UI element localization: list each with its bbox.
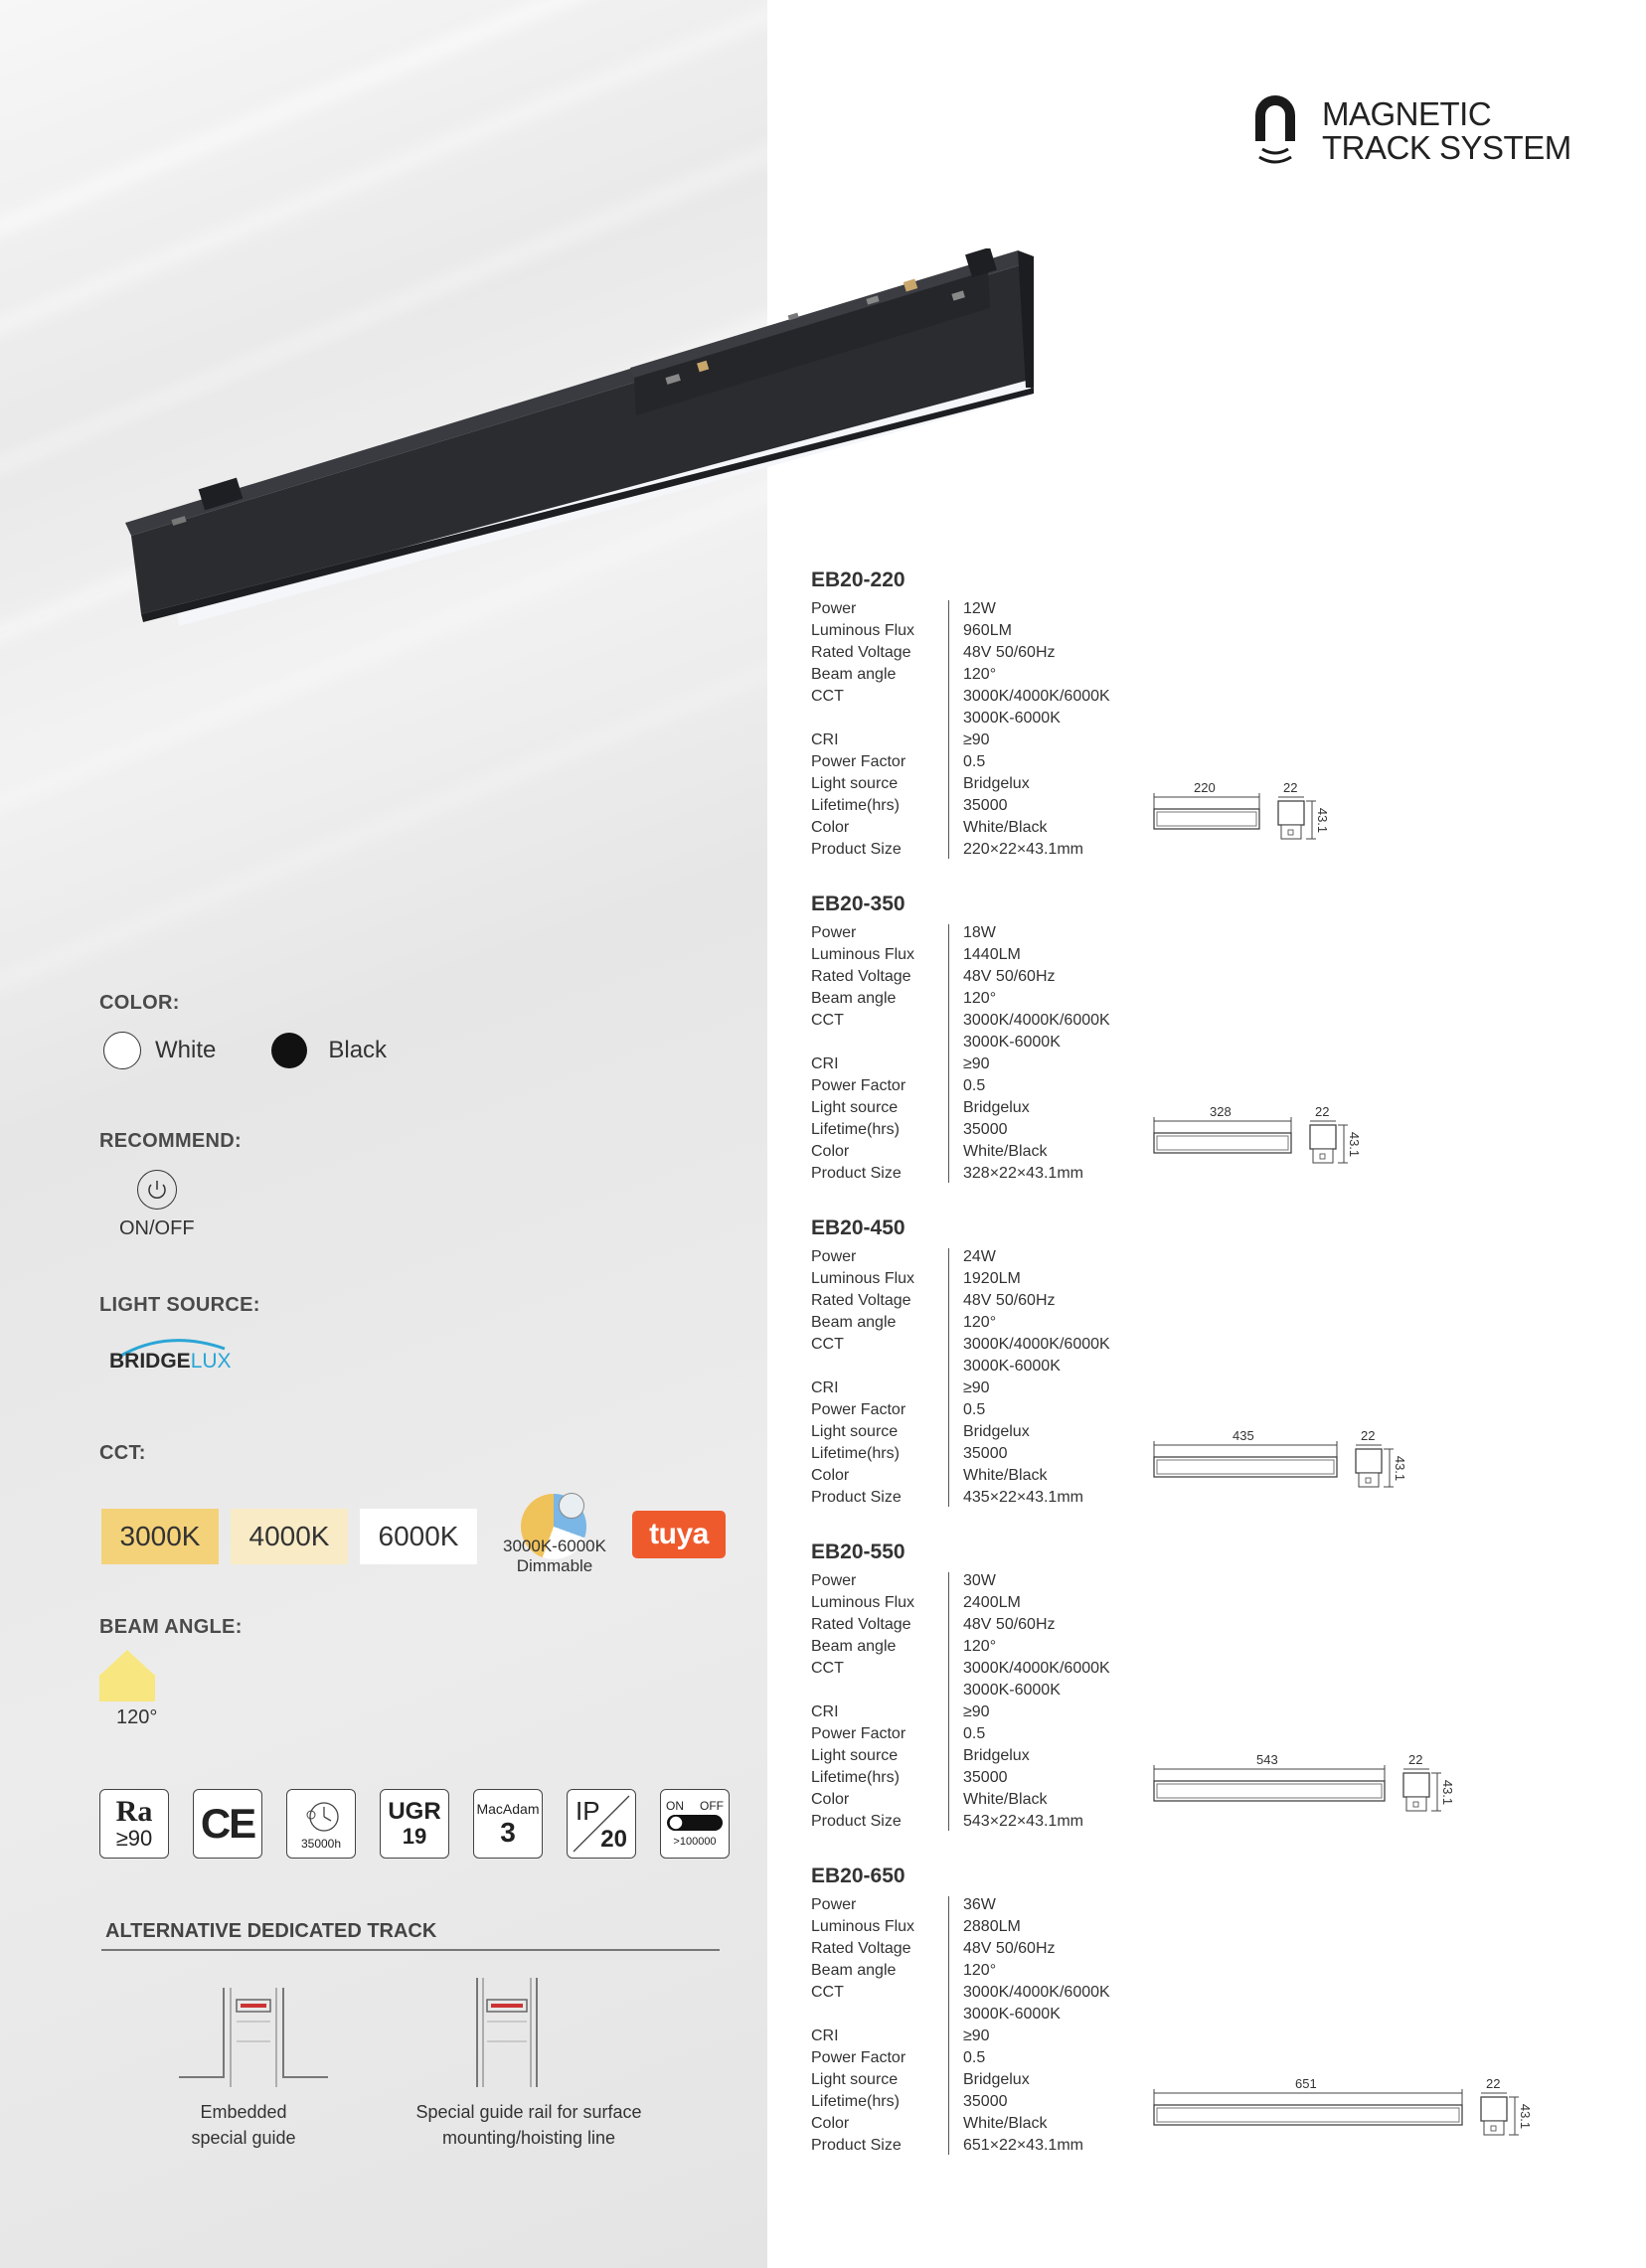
spec-label: Lifetime(hrs) (811, 1121, 900, 1138)
ra-badge (99, 1789, 169, 1859)
spec-value: White/Black (963, 1791, 1048, 1808)
height-dimension-label: 43.1 (1518, 2103, 1534, 2130)
spec-label: Luminous Flux (811, 622, 915, 639)
spec-row (811, 1268, 1507, 1290)
spec-label: CCT (811, 1336, 844, 1353)
light-source-title: LIGHT SOURCE: (99, 1294, 260, 1316)
white-swatch[interactable] (103, 1032, 141, 1069)
spec-value: 120° (963, 666, 997, 683)
spec-row (811, 1894, 1507, 1916)
power-icon (137, 1170, 177, 1210)
ip-badge-bottom: 20 (600, 1826, 627, 1853)
surface-rail-line-2: mounting/hoisting line (441, 2128, 616, 2148)
surface-rail-line-1: Special guide rail for surface (415, 2102, 642, 2122)
spec-value: 220×22×43.1mm (963, 841, 1083, 858)
spec-row (811, 922, 1507, 944)
spec-value: 3000K-6000K (963, 1034, 1061, 1051)
spec-label: Luminous Flux (811, 946, 915, 963)
bridgelux-logo (109, 1350, 232, 1374)
spec-label: CRI (811, 731, 839, 748)
spec-row (811, 1982, 1507, 2004)
brand-text (1322, 97, 1571, 165)
dimension-lines (1153, 1755, 1513, 1835)
cct-title: CCT: (99, 1442, 146, 1464)
spec-label: Power (811, 924, 857, 941)
length-dimension-label: 220 (1194, 780, 1216, 795)
spec-value: 3000K-6000K (963, 2006, 1061, 2023)
spec-value: Bridgelux (963, 1099, 1030, 1116)
spec-label (811, 708, 948, 729)
spec-value: 35000 (963, 1769, 1008, 1786)
spec-row (811, 664, 1507, 686)
model-number: EB20-450 (811, 1216, 905, 1239)
spec-label: Lifetime(hrs) (811, 2093, 900, 2110)
spec-label: Luminous Flux (811, 1918, 915, 1935)
ce-badge (193, 1789, 262, 1859)
width-dimension-label: 22 (1315, 1104, 1330, 1119)
recommend-label: ON/OFF (119, 1217, 195, 1239)
spec-label: Beam angle (811, 990, 897, 1007)
spec-row (811, 729, 1507, 751)
beam-angle-title: BEAM ANGLE: (99, 1616, 243, 1638)
spec-row (811, 2025, 1507, 2047)
spec-row (811, 966, 1507, 988)
spec-row (811, 2047, 1507, 2069)
spec-row (811, 1312, 1507, 1334)
spec-label: CRI (811, 1703, 839, 1720)
dimmable-range: 3000K-6000K (503, 1537, 606, 1555)
spec-label: Rated Voltage (811, 968, 911, 985)
spec-value: 3000K/4000K/6000K (963, 688, 1110, 705)
ce-badge-text: CE (200, 1800, 255, 1847)
spec-row (811, 1723, 1507, 1745)
spec-row (811, 1614, 1507, 1636)
bridgelux-logo-accent: LUX (190, 1350, 232, 1373)
height-dimension-label: 43.1 (1315, 807, 1331, 834)
length-dimension-label: 651 (1295, 2076, 1317, 2091)
spec-value: 435×22×43.1mm (963, 1489, 1083, 1506)
ugr-badge-bottom: 19 (402, 1824, 427, 1849)
alt-track-divider (101, 1949, 720, 1951)
spec-value: 3000K-6000K (963, 1358, 1061, 1375)
dimmable-text: Dimmable (516, 1556, 593, 1575)
spec-row (811, 944, 1507, 966)
embedded-rail-label (149, 2099, 338, 2151)
beam-angle-label: 120° (116, 1706, 158, 1728)
beam-angle-icon (99, 1650, 155, 1701)
cct-6000k-box: 6000K (360, 1509, 477, 1564)
embedded-rail-icon (179, 1978, 328, 2097)
spec-label: Power (811, 1896, 857, 1913)
surface-rail-label (390, 2099, 668, 2151)
spec-value: 960LM (963, 622, 1012, 639)
spec-label: Color (811, 2115, 850, 2132)
spec-row (811, 1938, 1507, 1960)
spec-value: Bridgelux (963, 775, 1030, 792)
spec-label: Luminous Flux (811, 1594, 915, 1611)
spec-row (811, 1290, 1507, 1312)
spec-row (811, 708, 1507, 729)
spec-label: Product Size (811, 1489, 902, 1506)
spec-row (811, 751, 1507, 773)
white-label: White (155, 1037, 217, 1063)
spec-label (811, 1680, 948, 1701)
spec-value: Bridgelux (963, 1747, 1030, 1764)
brand-line-1: MAGNETIC (1322, 95, 1492, 132)
spec-label: Rated Voltage (811, 644, 911, 661)
spec-value: 35000 (963, 2093, 1008, 2110)
width-dimension-label: 22 (1361, 1428, 1376, 1443)
spec-value: 0.5 (963, 1725, 986, 1742)
dimension-lines (1153, 1431, 1465, 1511)
height-dimension-label: 43.1 (1440, 1779, 1456, 1806)
spec-label: Product Size (811, 2137, 902, 2154)
spec-value: 2400LM (963, 1594, 1021, 1611)
switch-off-label: OFF (700, 1799, 724, 1813)
spec-label: Light source (811, 1747, 899, 1764)
spec-label: Lifetime(hrs) (811, 1445, 900, 1462)
spec-row (811, 1680, 1507, 1701)
spec-label: Light source (811, 775, 899, 792)
spec-row (811, 1356, 1507, 1377)
spec-value: 0.5 (963, 2049, 986, 2066)
spec-value: 48V 50/60Hz (963, 968, 1056, 985)
spec-label: Power (811, 600, 857, 617)
spec-value: 35000 (963, 1445, 1008, 1462)
lifetime-badge-text: 35000h (300, 1837, 342, 1851)
width-dimension-label: 22 (1283, 780, 1298, 795)
black-label: Black (328, 1037, 388, 1063)
height-dimension-label: 43.1 (1347, 1131, 1363, 1158)
spec-value: 48V 50/60Hz (963, 1616, 1056, 1633)
spec-row (811, 1075, 1507, 1097)
switch-on-label: ON (666, 1799, 684, 1813)
width-dimension-label: 22 (1486, 2076, 1501, 2091)
spec-value: 1920LM (963, 1270, 1021, 1287)
spec-label: Lifetime(hrs) (811, 1769, 900, 1786)
spec-value: 651×22×43.1mm (963, 2137, 1083, 2154)
spec-value: 3000K-6000K (963, 710, 1061, 727)
spec-value: 120° (963, 1638, 997, 1655)
spec-label: Rated Voltage (811, 1940, 911, 1957)
spec-value: 3000K/4000K/6000K (963, 1660, 1110, 1677)
spec-label: Light source (811, 1099, 899, 1116)
spec-label: Power (811, 1248, 857, 1265)
spec-value: 30W (963, 1572, 996, 1589)
spec-label: CCT (811, 1984, 844, 2001)
spec-value: 24W (963, 1248, 996, 1265)
spec-value: White/Black (963, 1467, 1048, 1484)
switch-badge-labels (666, 1800, 724, 1812)
dimension-drawing (1153, 780, 1388, 863)
dimmable-knob-icon (559, 1493, 584, 1519)
recommend-title: RECOMMEND: (99, 1130, 242, 1152)
spec-label: Beam angle (811, 666, 897, 683)
spec-label (811, 1032, 948, 1053)
spec-value: 36W (963, 1896, 996, 1913)
spec-value: 3000K/4000K/6000K (963, 1012, 1110, 1029)
cct-4000k-box: 4000K (231, 1509, 348, 1564)
spec-label: CRI (811, 1379, 839, 1396)
spec-row (811, 988, 1507, 1010)
spec-value: 12W (963, 600, 996, 617)
spec-row (811, 1334, 1507, 1356)
spec-label: Product Size (811, 841, 902, 858)
spec-row (811, 1032, 1507, 1053)
spec-value: ≥90 (963, 1703, 990, 1720)
spec-value: ≥90 (963, 731, 990, 748)
spec-label (811, 1356, 948, 1377)
spec-value: Bridgelux (963, 1423, 1030, 1440)
embedded-rail-line-2: special guide (191, 2128, 296, 2148)
spec-row (811, 620, 1507, 642)
spec-value: 48V 50/60Hz (963, 644, 1056, 661)
spec-value: 18W (963, 924, 996, 941)
spec-value: Bridgelux (963, 2071, 1030, 2088)
clock-icon (298, 1797, 344, 1837)
spec-row (811, 2004, 1507, 2025)
ugr-badge (380, 1789, 449, 1859)
length-dimension-label: 543 (1256, 1752, 1278, 1767)
spec-label: Rated Voltage (811, 1292, 911, 1309)
cct-3000k-box: 3000K (101, 1509, 219, 1564)
spec-value: White/Black (963, 1143, 1048, 1160)
spec-label: Beam angle (811, 1638, 897, 1655)
bridgelux-logo-main: BRIDGE (109, 1350, 191, 1373)
spec-row (811, 1592, 1507, 1614)
spec-label: Power Factor (811, 2049, 906, 2066)
dimension-lines (1153, 1107, 1419, 1187)
spec-value: White/Black (963, 819, 1048, 836)
spec-label: Power Factor (811, 1077, 906, 1094)
spec-row (811, 1570, 1507, 1592)
model-number: EB20-220 (811, 568, 905, 591)
spec-value: 120° (963, 990, 997, 1007)
dimension-lines (1153, 783, 1388, 863)
spec-value: 3000K/4000K/6000K (963, 1336, 1110, 1353)
spec-label: Color (811, 1467, 850, 1484)
dimension-drawing (1153, 1104, 1419, 1187)
spec-label: Lifetime(hrs) (811, 797, 900, 814)
embedded-rail-line-1: Embedded (200, 2102, 287, 2122)
spec-row (811, 1658, 1507, 1680)
lifetime-badge (286, 1789, 356, 1859)
spec-value: 35000 (963, 1121, 1008, 1138)
model-number: EB20-350 (811, 892, 905, 915)
spec-label: Product Size (811, 1165, 902, 1182)
spec-value: 0.5 (963, 1077, 986, 1094)
dimension-drawing (1153, 1428, 1465, 1511)
spec-label: Color (811, 1791, 850, 1808)
spec-label: CCT (811, 1660, 844, 1677)
spec-value: ≥90 (963, 1055, 990, 1072)
color-title: COLOR: (99, 992, 180, 1014)
spec-value: 120° (963, 1314, 997, 1331)
spec-label: CRI (811, 2027, 839, 2044)
toggle-switch-icon (665, 1812, 725, 1836)
spec-label: Light source (811, 1423, 899, 1440)
spec-row (811, 1399, 1507, 1421)
spec-value: 3000K/4000K/6000K (963, 1984, 1110, 2001)
spec-row (811, 686, 1507, 708)
spec-label: Light source (811, 2071, 899, 2088)
spec-value: ≥90 (963, 2027, 990, 2044)
spec-label: Color (811, 819, 850, 836)
switch-badge-bottom: >100000 (673, 1836, 717, 1848)
spec-label: Beam angle (811, 1962, 897, 1979)
alt-track-title: ALTERNATIVE DEDICATED TRACK (105, 1920, 437, 1942)
spec-row (811, 1636, 1507, 1658)
dimmable-label (503, 1537, 606, 1576)
spec-label: Product Size (811, 1813, 902, 1830)
spec-value: ≥90 (963, 1379, 990, 1396)
dimension-drawing (1153, 2076, 1590, 2159)
spec-row (811, 1377, 1507, 1399)
spec-value: 0.5 (963, 753, 986, 770)
spec-value: 0.5 (963, 1401, 986, 1418)
model-number: EB20-650 (811, 1864, 905, 1887)
dimension-drawing (1153, 1752, 1513, 1835)
spec-label: Power Factor (811, 753, 906, 770)
spec-row (811, 1053, 1507, 1075)
spec-row (811, 1960, 1507, 1982)
spec-value: 120° (963, 1962, 997, 1979)
spec-value: 48V 50/60Hz (963, 1940, 1056, 1957)
spec-label: Power (811, 1572, 857, 1589)
brand-line-2: TRACK SYSTEM (1322, 129, 1571, 166)
spec-row (811, 598, 1507, 620)
spec-value: 48V 50/60Hz (963, 1292, 1056, 1309)
spec-label: CRI (811, 1055, 839, 1072)
ra-badge-bottom: ≥90 (115, 1826, 153, 1851)
spec-value: 2880LM (963, 1918, 1021, 1935)
spec-value: 543×22×43.1mm (963, 1813, 1083, 1830)
spec-row (811, 1010, 1507, 1032)
brand-logo (1248, 91, 1571, 171)
tuya-logo: tuya (632, 1511, 726, 1558)
length-dimension-label: 328 (1210, 1104, 1232, 1119)
spec-value: 1440LM (963, 946, 1021, 963)
macadam-badge-bottom: 3 (500, 1817, 516, 1848)
spec-label: Power Factor (811, 1725, 906, 1742)
ip-badge-top: IP (576, 1796, 600, 1826)
spec-label: Rated Voltage (811, 1616, 911, 1633)
spec-row (811, 1701, 1507, 1723)
background-streak (0, 639, 833, 1008)
macadam-badge-top: MacAdam (476, 1801, 540, 1817)
spec-row (811, 1246, 1507, 1268)
spec-label: Beam angle (811, 1314, 897, 1331)
length-dimension-label: 435 (1233, 1428, 1254, 1443)
spec-label: Luminous Flux (811, 1270, 915, 1287)
ra-badge-top: Ra (115, 1795, 153, 1828)
color-options (103, 1032, 387, 1069)
width-dimension-label: 22 (1408, 1752, 1423, 1767)
spec-row (811, 1916, 1507, 1938)
black-swatch[interactable] (271, 1033, 307, 1068)
spec-value: 3000K-6000K (963, 1682, 1061, 1699)
spec-label: CCT (811, 688, 844, 705)
ip-badge (567, 1789, 636, 1859)
spec-row (811, 642, 1507, 664)
spec-label (811, 2004, 948, 2025)
spec-label: Color (811, 1143, 850, 1160)
spec-value: White/Black (963, 2115, 1048, 2132)
spec-label: Power Factor (811, 1401, 906, 1418)
height-dimension-label: 43.1 (1393, 1455, 1408, 1482)
switch-badge (660, 1789, 730, 1859)
surface-rail-icon (467, 1978, 547, 2097)
macadam-badge (473, 1789, 543, 1859)
ugr-badge-top: UGR (388, 1798, 441, 1825)
spec-label: CCT (811, 1012, 844, 1029)
model-number: EB20-550 (811, 1540, 905, 1563)
magnet-icon (1248, 91, 1302, 171)
spec-value: 328×22×43.1mm (963, 1165, 1083, 1182)
spec-value: 35000 (963, 797, 1008, 814)
